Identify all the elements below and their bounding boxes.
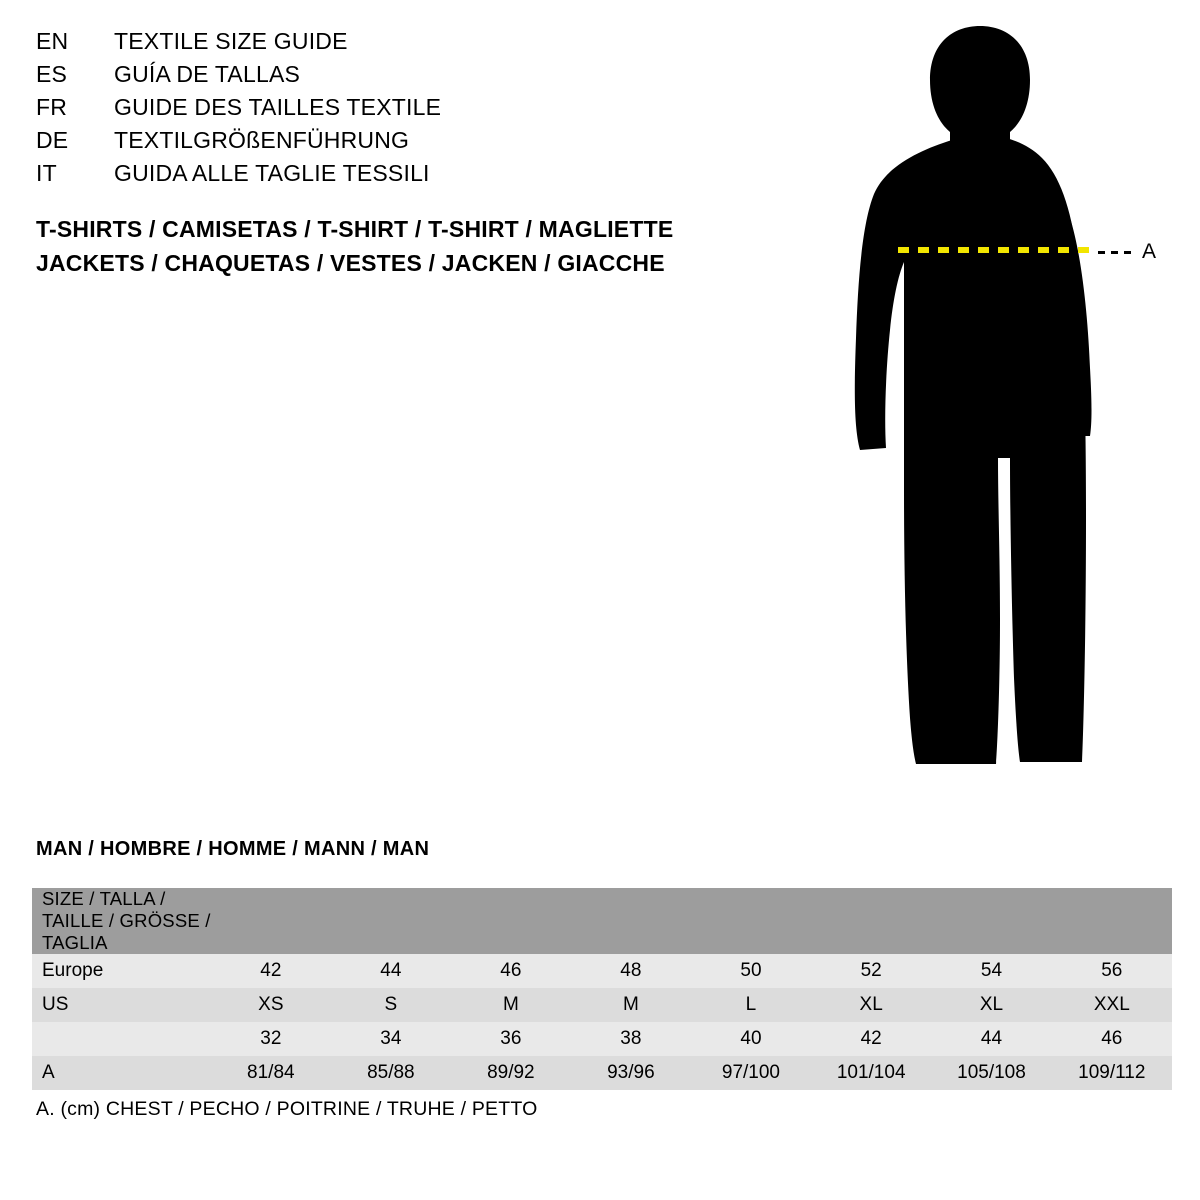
language-code: EN — [36, 28, 69, 54]
row-cell: 34 — [331, 1022, 451, 1056]
row-label: A — [32, 1056, 211, 1090]
language-text: GUIDA ALLE TAGLIE TESSILI — [114, 160, 430, 186]
row-cell: 42 — [211, 954, 331, 988]
row-cell: S — [331, 988, 451, 1022]
table-header-label: SIZE / TALLA / TAILLE / GRÖSSE / TAGLIA — [32, 888, 211, 954]
language-row — [36, 28, 756, 61]
row-cell: 109/112 — [1052, 1056, 1172, 1090]
row-cell: 85/88 — [331, 1056, 451, 1090]
language-row — [36, 94, 756, 127]
row-cell: M — [451, 988, 571, 1022]
language-row — [36, 160, 756, 193]
row-cell: 54 — [931, 954, 1051, 988]
language-text: TEXTILGRÖßENFÜHRUNG — [114, 127, 410, 153]
table-header-spacer — [1052, 888, 1172, 954]
language-code: IT — [36, 160, 57, 186]
table-footnote: A. (cm) CHEST / PECHO / POITRINE / TRUHE / PETTO — [36, 1098, 538, 1120]
measure-label-a: A — [1142, 240, 1157, 263]
table-header-spacer — [931, 888, 1051, 954]
row-cell: 44 — [331, 954, 451, 988]
row-label: US — [32, 988, 211, 1022]
row-cell: 101/104 — [811, 1056, 931, 1090]
row-cell: 56 — [1052, 954, 1172, 988]
language-code: FR — [36, 94, 68, 120]
row-cell: 44 — [931, 1022, 1051, 1056]
language-code: DE — [36, 127, 69, 153]
row-cell: 42 — [811, 1022, 931, 1056]
garment-line-tshirts: T-SHIRTS / CAMISETAS / T-SHIRT / T-SHIRT / MAGLIETTE — [36, 216, 674, 242]
row-cell: 36 — [451, 1022, 571, 1056]
row-cell: 38 — [571, 1022, 691, 1056]
row-cell: 97/100 — [691, 1056, 811, 1090]
row-cell: 50 — [691, 954, 811, 988]
table-header-spacer — [811, 888, 931, 954]
row-cell: XXL — [1052, 988, 1172, 1022]
row-cell: 46 — [451, 954, 571, 988]
row-cell: 81/84 — [211, 1056, 331, 1090]
row-label: Europe — [32, 954, 211, 988]
row-cell: 40 — [691, 1022, 811, 1056]
measure-leader-line — [1098, 251, 1134, 254]
table-header-spacer — [691, 888, 811, 954]
row-label — [32, 1022, 211, 1056]
row-cell: 52 — [811, 954, 931, 988]
language-text: GUÍA DE TALLAS — [114, 61, 301, 87]
table-row — [32, 1022, 1172, 1056]
row-cell: 93/96 — [571, 1056, 691, 1090]
row-cell: XS — [211, 988, 331, 1022]
language-row — [36, 127, 756, 160]
silhouette-svg — [820, 18, 1180, 788]
garment-types — [36, 216, 796, 284]
language-list — [36, 28, 756, 193]
language-row — [36, 61, 756, 94]
language-text: TEXTILE SIZE GUIDE — [114, 28, 348, 54]
table-header-row — [32, 888, 1172, 954]
language-code: ES — [36, 61, 68, 87]
table-header-spacer — [331, 888, 451, 954]
section-title-man: MAN / HOMBRE / HOMME / MANN / MAN — [36, 838, 430, 860]
size-table — [32, 888, 1172, 1090]
row-cell: 48 — [571, 954, 691, 988]
row-cell: M — [571, 988, 691, 1022]
table-header-spacer — [451, 888, 571, 954]
table-header-spacer — [571, 888, 691, 954]
row-cell: XL — [811, 988, 931, 1022]
row-cell: 105/108 — [931, 1056, 1051, 1090]
table-row — [32, 1056, 1172, 1090]
table-row — [32, 988, 1172, 1022]
row-cell: L — [691, 988, 811, 1022]
row-cell: 46 — [1052, 1022, 1172, 1056]
language-text: GUIDE DES TAILLES TEXTILE — [114, 94, 442, 120]
male-silhouette-figure — [820, 18, 1180, 788]
row-cell: 89/92 — [451, 1056, 571, 1090]
table-header-spacer — [211, 888, 331, 954]
row-cell: 32 — [211, 1022, 331, 1056]
row-cell: XL — [931, 988, 1051, 1022]
table-row — [32, 954, 1172, 988]
garment-line-jackets: JACKETS / CHAQUETAS / VESTES / JACKEN / GIACCHE — [36, 250, 665, 276]
